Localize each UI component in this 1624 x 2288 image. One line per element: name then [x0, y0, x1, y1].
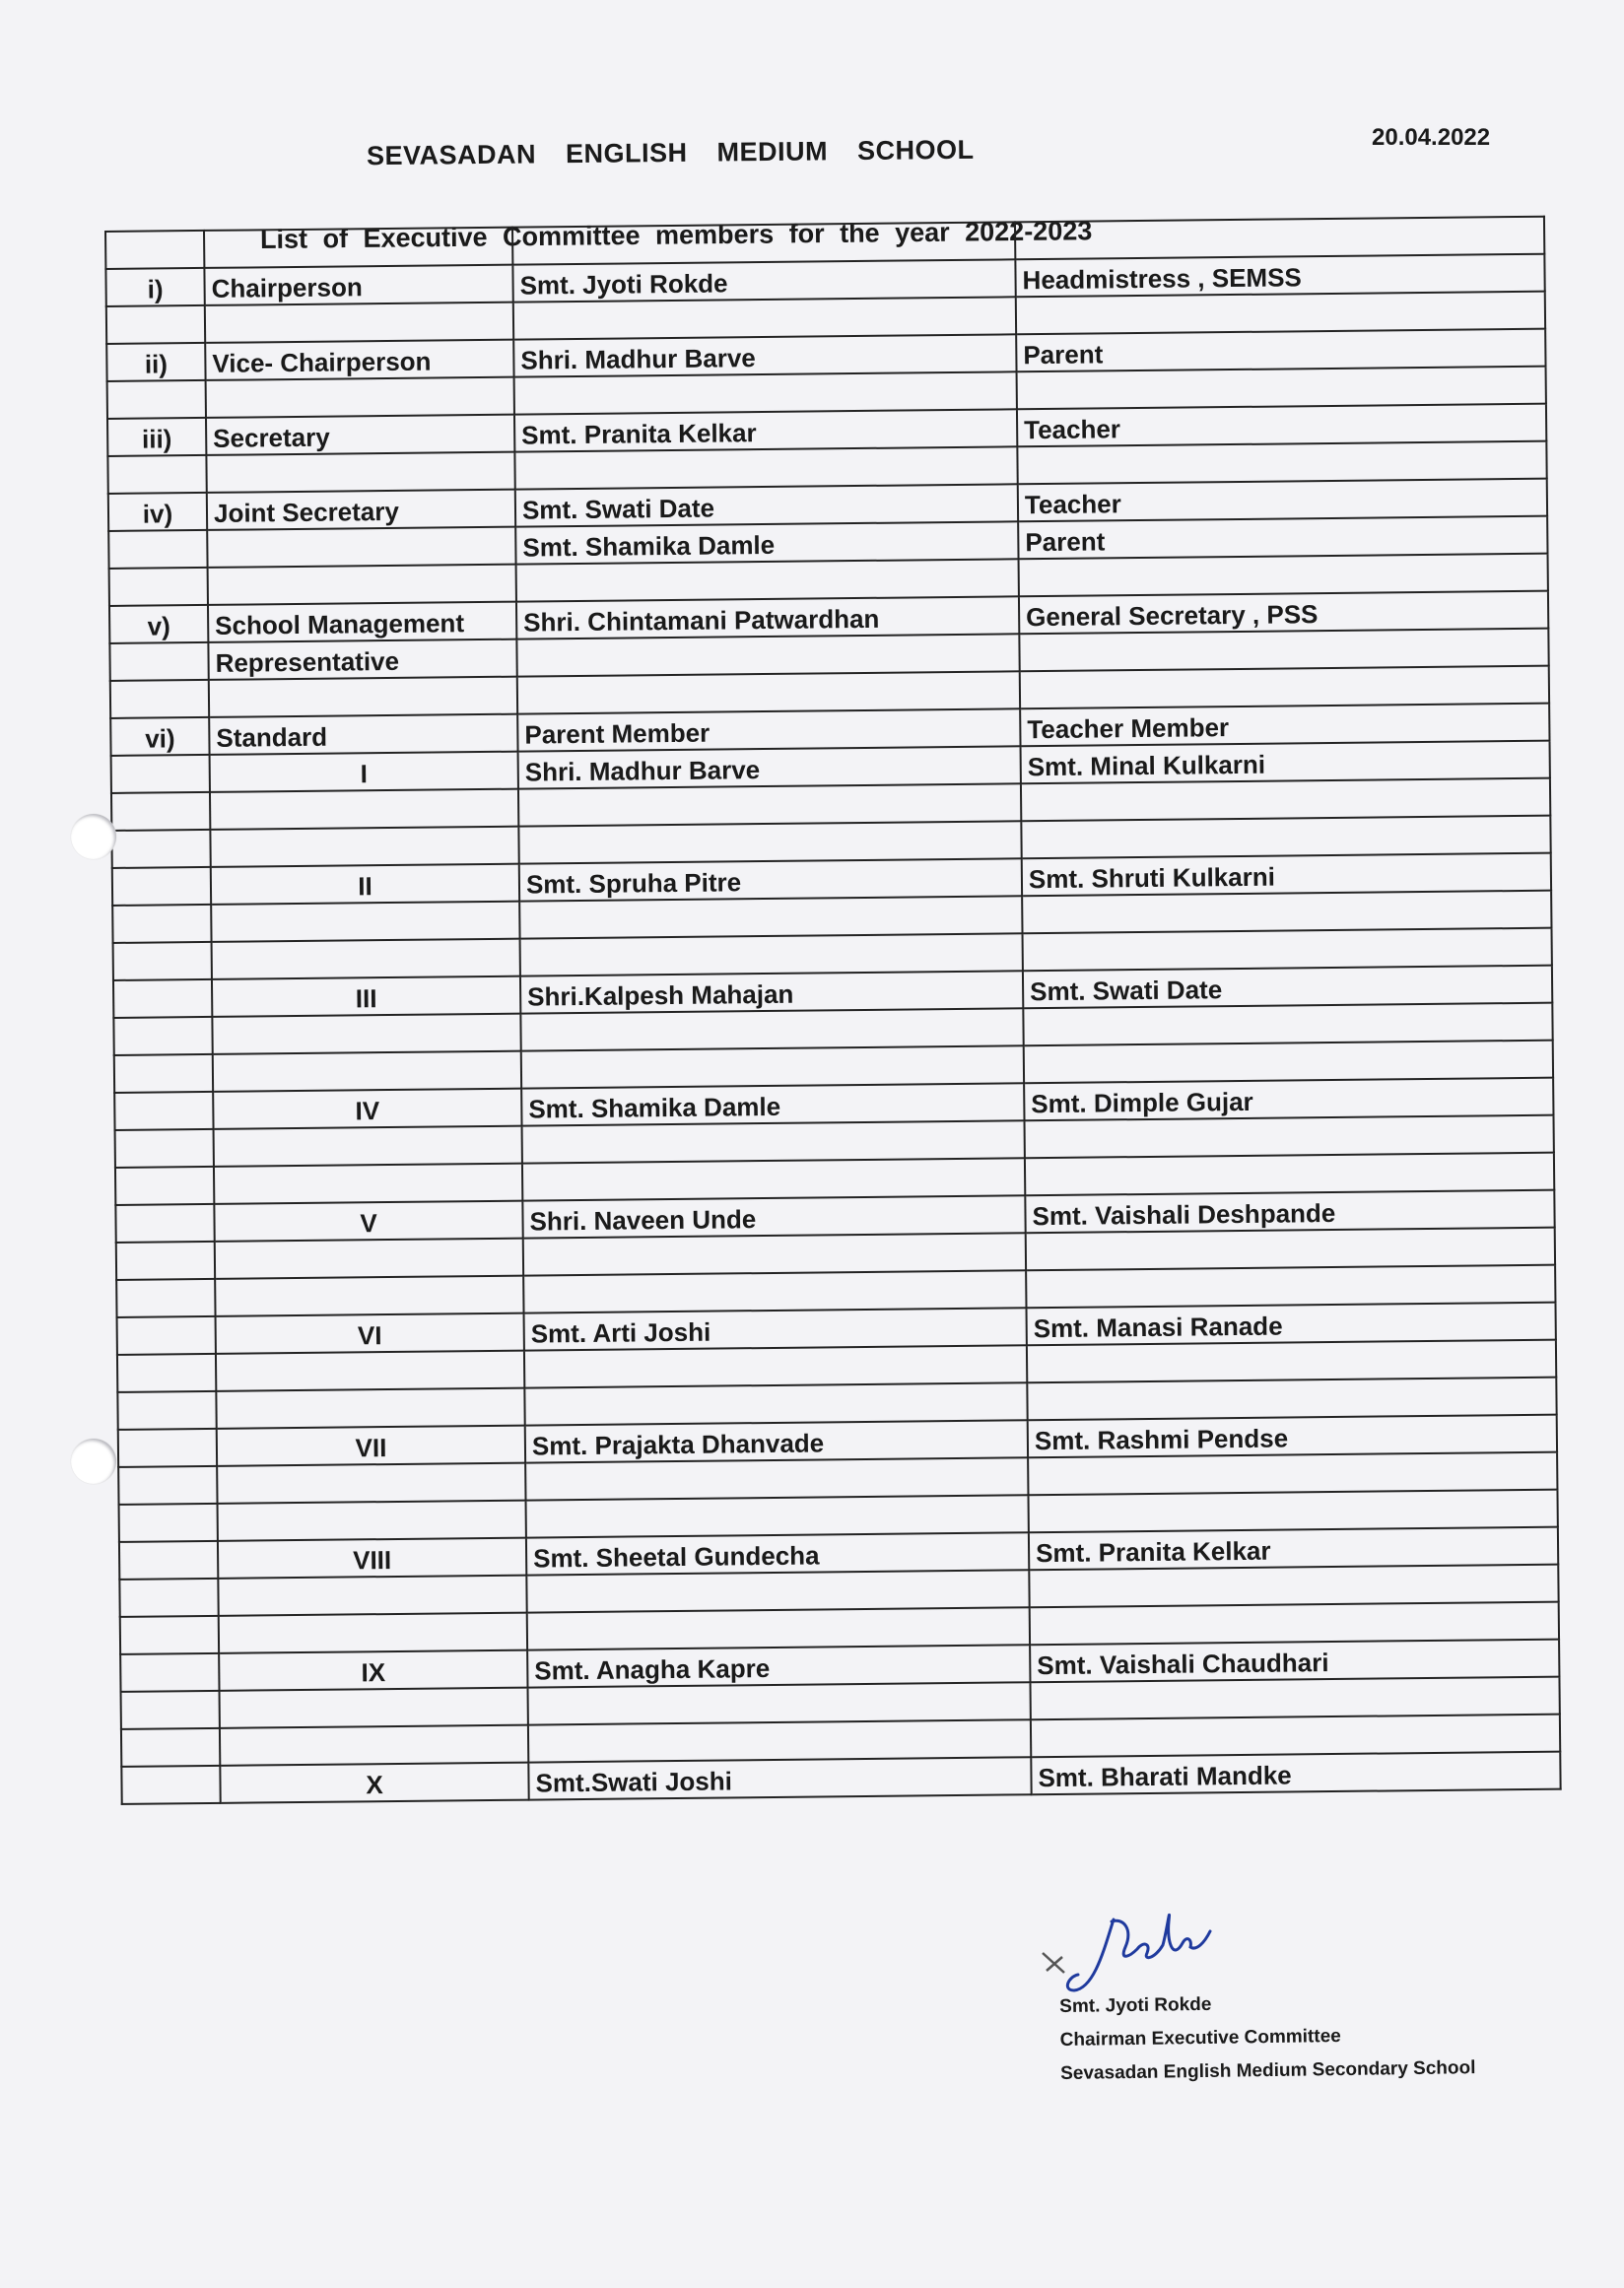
row-number [118, 1429, 217, 1467]
blank-cell [1028, 1452, 1557, 1496]
blank-cell [1024, 1041, 1553, 1084]
designation-cell: Parent [1018, 516, 1547, 560]
blank-cell [523, 1270, 1026, 1312]
blank-cell [219, 1613, 527, 1653]
blank-cell [117, 1354, 216, 1392]
blank-cell [216, 1388, 524, 1429]
designation-cell: General Secretary , PSS [1019, 591, 1548, 635]
blank-cell [1023, 928, 1552, 972]
signatory-school: Sevasadan English Medium Secondary School [1060, 2057, 1476, 2084]
blank-cell [1030, 1602, 1559, 1646]
parent-member-cell: Shri.Kalpesh Mahajan [520, 971, 1023, 1013]
blank-cell [1028, 1490, 1557, 1533]
blank-cell [212, 1014, 520, 1054]
name-cell: Shri. Madhur Barve [513, 334, 1016, 376]
blank-cell [519, 896, 1022, 938]
row-number [120, 1653, 219, 1692]
parent-member-cell: Smt. Arti Joshi [524, 1308, 1027, 1350]
blank-cell [121, 1691, 220, 1729]
blank-cell [211, 902, 519, 942]
parent-member-cell: Smt. Spruha Pitre [519, 858, 1022, 901]
teacher-member-cell: Smt. Vaishali Chaudhari [1030, 1640, 1559, 1683]
teacher-member-cell: Smt. Minal Kulkarni [1021, 741, 1550, 784]
teacher-member-cell: Smt. Pranita Kelkar [1029, 1527, 1558, 1571]
name-cell [516, 634, 1019, 676]
blank-cell [522, 1120, 1025, 1163]
blank-cell [210, 827, 518, 867]
parent-member-cell: Smt. Prajakta Dhanvade [525, 1420, 1028, 1462]
teacher-member-cell: Smt. Manasi Ranade [1026, 1303, 1555, 1346]
row-number [117, 1316, 216, 1355]
teacher-member-cell: Smt. Dimple Gujar [1024, 1078, 1553, 1121]
role-cell [207, 527, 515, 568]
name-cell: Smt. Shamika Damle [515, 521, 1018, 564]
handwritten-signature [1035, 1892, 1232, 2000]
designation-cell: Teacher [1018, 479, 1547, 522]
blank-cell [119, 1579, 218, 1617]
blank-cell [214, 1126, 522, 1167]
blank-cell [215, 1276, 523, 1316]
blank-cell [1022, 891, 1551, 934]
blank-cell [118, 1466, 217, 1505]
blank-cell [528, 1719, 1031, 1762]
standard-cell: V [214, 1201, 522, 1242]
blank-cell [115, 1129, 214, 1168]
row-number [111, 755, 210, 793]
blank-cell [217, 1463, 525, 1504]
blank-cell [526, 1495, 1029, 1537]
blank-cell [521, 1045, 1024, 1088]
blank-cell [111, 792, 210, 831]
blank-cell [1021, 778, 1550, 822]
role-cell: Joint Secretary [207, 490, 515, 530]
name-cell: Smt. Swati Date [515, 484, 1018, 526]
blank-cell [112, 905, 211, 943]
designation-cell: Teacher [1017, 404, 1546, 447]
standard-cell: VII [217, 1426, 525, 1466]
parent-member-cell: Smt. Sheetal Gundecha [526, 1532, 1029, 1575]
row-number [114, 1092, 213, 1130]
parent-member-cell: Smt. Shamika Damle [521, 1083, 1024, 1125]
blank-cell [215, 1239, 523, 1279]
blank-cell [216, 1351, 524, 1391]
blank-cell [120, 1616, 219, 1654]
blank-cell [116, 1242, 215, 1280]
blank-cell [518, 821, 1021, 863]
teacher-member-cell: Smt. Vaishali Deshpande [1025, 1190, 1554, 1234]
role-cell: Secretary [206, 415, 514, 455]
row-number: i) [105, 268, 204, 306]
blank-cell [527, 1607, 1030, 1649]
blank-cell [218, 1501, 526, 1541]
designation-cell: Headmistress , SEMSS [1015, 254, 1544, 298]
blank-cell [525, 1457, 1028, 1500]
parent-member-cell: Shri. Naveen Unde [522, 1195, 1025, 1238]
standard-cell: IX [219, 1650, 527, 1691]
role-cell: Chairperson [204, 265, 512, 305]
standard-cell: VIII [218, 1538, 526, 1579]
blank-cell [1026, 1265, 1555, 1309]
blank-cell [213, 1051, 521, 1092]
blank-cell [520, 1008, 1023, 1050]
standard-cell: I [210, 752, 518, 792]
blank-cell [214, 1164, 522, 1204]
role-cell: Representative [208, 639, 516, 680]
standard-label: Standard [209, 714, 517, 755]
row-number: iii) [107, 418, 206, 456]
role-cell: Vice- Chairperson [205, 340, 513, 380]
blank-cell [528, 1682, 1031, 1724]
blank-cell [117, 1391, 216, 1430]
blank-cell [218, 1576, 526, 1616]
blank-cell [121, 1728, 220, 1767]
designation-cell [1019, 629, 1548, 672]
designation-cell: Parent [1016, 329, 1545, 372]
blank-cell [524, 1345, 1027, 1387]
blank-cell [1021, 816, 1550, 859]
parent-member-cell: Smt.Swati Joshi [528, 1757, 1031, 1799]
row-number: iv) [108, 493, 207, 531]
parent-member-header: Parent Member [517, 708, 1020, 751]
standard-cell: VI [216, 1313, 524, 1354]
blank-cell [520, 933, 1023, 976]
blank-cell [210, 789, 518, 830]
standard-cell: IV [213, 1089, 521, 1129]
row-number [119, 1541, 218, 1580]
blank-cell [1027, 1378, 1556, 1421]
blank-cell [1027, 1340, 1556, 1383]
row-number: v) [109, 605, 208, 643]
blank-cell [1029, 1565, 1558, 1608]
document-date: 20.04.2022 [1372, 124, 1491, 151]
blank-cell [518, 783, 1021, 826]
signatory-title: Chairman Executive Committee [1059, 2026, 1341, 2051]
name-cell: Smt. Jyoti Rokde [512, 259, 1015, 302]
school-name: SEVASADAN ENGLISH MEDIUM SCHOOL [366, 134, 975, 171]
role-cell: School Management [208, 602, 516, 642]
teacher-member-header: Teacher Member [1020, 704, 1549, 747]
blank-cell [113, 1017, 212, 1055]
blank-cell [114, 1054, 213, 1093]
row-number [121, 1766, 220, 1804]
blank-cell [220, 1725, 528, 1766]
parent-member-cell: Smt. Anagha Kapre [527, 1645, 1030, 1687]
name-cell: Shri. Chintamani Patwardhan [516, 596, 1019, 639]
punch-hole [71, 1439, 116, 1484]
blank-cell [1023, 1003, 1552, 1046]
standard-cell: X [220, 1763, 528, 1803]
signatory-name: Smt. Jyoti Rokde [1059, 1993, 1212, 2017]
teacher-member-cell: Smt. Shruti Kulkarni [1022, 853, 1551, 897]
committee-table [104, 216, 1562, 1805]
standard-cell: III [212, 976, 520, 1017]
blank-cell [522, 1158, 1025, 1200]
blank-cell [1025, 1153, 1554, 1196]
blank-cell [1031, 1715, 1560, 1758]
name-cell: Smt. Pranita Kelkar [514, 409, 1017, 451]
blank-cell [116, 1279, 215, 1317]
row-number [109, 642, 208, 681]
blank-cell [119, 1504, 218, 1542]
blank-cell [113, 942, 212, 980]
row-number: ii) [106, 343, 205, 381]
blank-cell [524, 1382, 1027, 1425]
parent-member-cell: Shri. Madhur Barve [518, 746, 1021, 788]
row-number [108, 530, 207, 569]
standard-cell: II [211, 864, 519, 905]
blank-cell [1025, 1115, 1554, 1159]
row-number [112, 867, 211, 906]
teacher-member-cell: Smt. Rashmi Pendse [1028, 1415, 1557, 1458]
blank-cell [1030, 1677, 1559, 1720]
blank-cell [115, 1167, 214, 1205]
blank-cell [212, 939, 520, 979]
punch-hole [71, 814, 116, 859]
row-number: vi) [110, 717, 209, 756]
committee-table-wrapper [104, 216, 1560, 1805]
row-number [115, 1204, 214, 1243]
blank-cell [220, 1688, 528, 1728]
blank-cell [523, 1233, 1026, 1275]
blank-cell [111, 830, 210, 868]
standards-body [111, 741, 1561, 1804]
list-title: List of Executive Committee members for the year 2022-2023 [259, 216, 1093, 254]
signature-block [1059, 1985, 1476, 2091]
teacher-member-cell: Smt. Bharati Mandke [1031, 1752, 1560, 1795]
teacher-member-cell: Smt. Swati Date [1023, 966, 1552, 1009]
row-number [113, 979, 212, 1018]
blank-cell [1026, 1228, 1555, 1271]
blank-cell [526, 1570, 1029, 1612]
